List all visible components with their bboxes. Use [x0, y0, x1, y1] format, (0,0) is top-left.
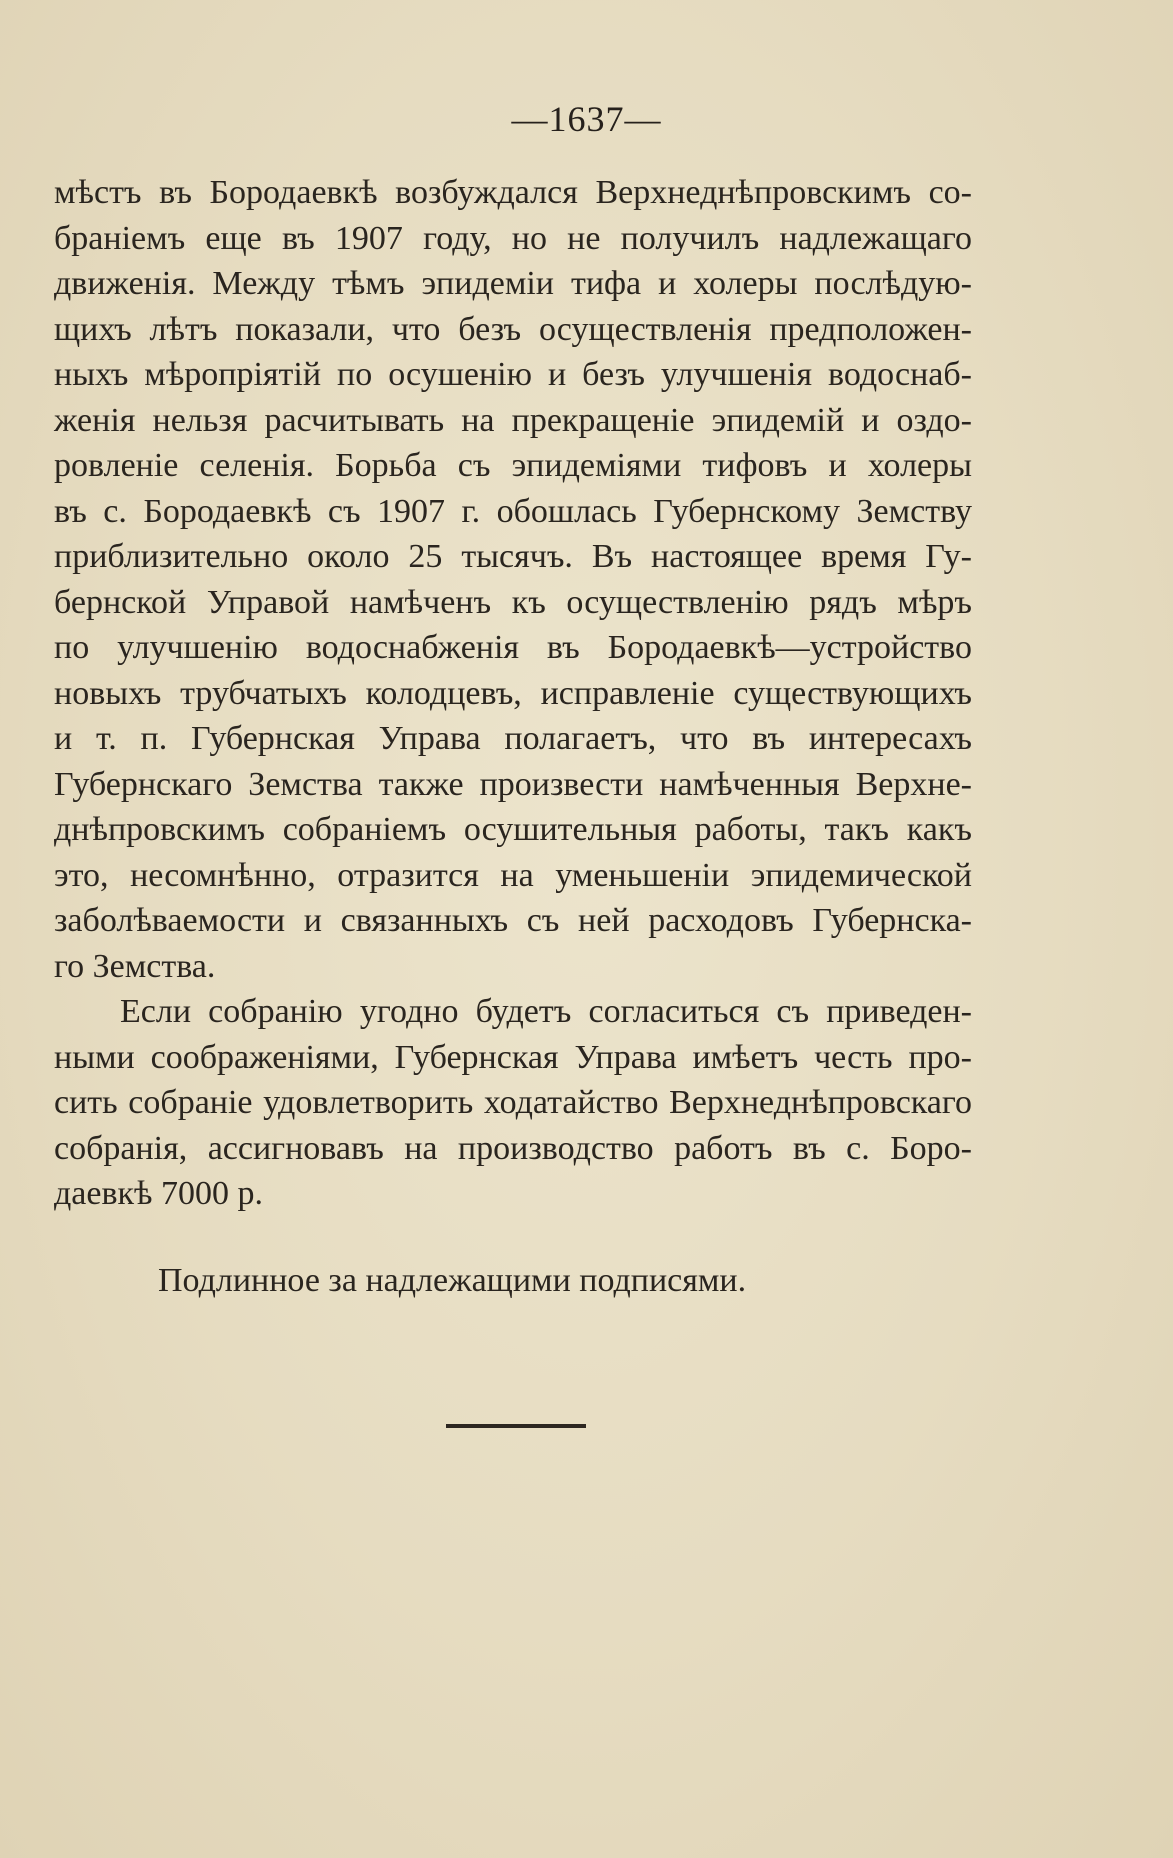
text-line: ровленіе селенія. Борьба съ эпидеміями тифовъ и холеры — [54, 447, 972, 484]
text-line: ныхъ мѣропріятій по осушенію и безъ улучшенія водоснаб- — [54, 356, 972, 393]
text-line: приблизительно около 25 тысячъ. Въ настоящее время Гу- — [54, 538, 972, 575]
signature-note: Подлинное за надлежащими подписями. — [158, 1262, 747, 1299]
body-text — [54, 170, 972, 1217]
text-line: это, несомнѣнно, отразится на уменьшеніи эпидемической — [54, 856, 972, 894]
closing-rule — [446, 1424, 586, 1428]
text-line: Губернскаго Земства также произвести намѣченныя Верхне- — [54, 765, 972, 803]
text-line: ными соображеніями, Губернская Управа имѣетъ честь про- — [54, 1038, 972, 1076]
text-line: по улучшенію водоснабженія въ Бородаевкѣ—устройство — [54, 629, 972, 666]
text-line: бернской Управой намѣченъ къ осуществленію рядъ мѣръ — [54, 583, 972, 621]
text-line: сить собраніе удовлетворить ходатайство Верхнеднѣпровскаго — [54, 1084, 972, 1121]
text-line: новыхъ трубчатыхъ колодцевъ, исправленіе существующихъ — [54, 674, 972, 712]
text-line: днѣпровскимъ собраніемъ осушительныя работы, такъ какъ — [54, 811, 972, 848]
text-line: мѣстъ въ Бородаевкѣ возбуждался Верхнеднѣпровскимъ со- — [54, 174, 972, 211]
text-line: собранія, ассигновавъ на производство работъ въ с. Боро- — [54, 1129, 972, 1167]
text-line: Если собранію угодно будетъ согласиться съ приведен- — [120, 993, 972, 1030]
paragraph-1 — [54, 170, 972, 989]
text-line: движенія. Между тѣмъ эпидеміи тифа и холеры послѣдую- — [54, 265, 972, 302]
text-line: женія нельзя расчитывать на прекращеніе эпидемій и оздо- — [54, 401, 972, 439]
page-number: —1637— — [511, 99, 662, 139]
text-line: въ с. Бородаевкѣ съ 1907 г. обошлась Губернскому Земству — [54, 492, 972, 530]
text-line: браніемъ еще въ 1907 году, но не получилъ надлежащаго — [54, 219, 972, 257]
text-line: даевкѣ 7000 р. — [54, 1175, 264, 1212]
text-line: заболѣваемости и связанныхъ съ ней расходовъ Губернска- — [54, 902, 972, 939]
text-line: и т. п. Губернская Управа полагаетъ, что въ интересахъ — [54, 720, 972, 757]
text-line: го Земства. — [54, 947, 216, 985]
text-line: щихъ лѣтъ показали, что безъ осуществленія предположен- — [54, 310, 972, 348]
paragraph-2 — [54, 989, 972, 1217]
